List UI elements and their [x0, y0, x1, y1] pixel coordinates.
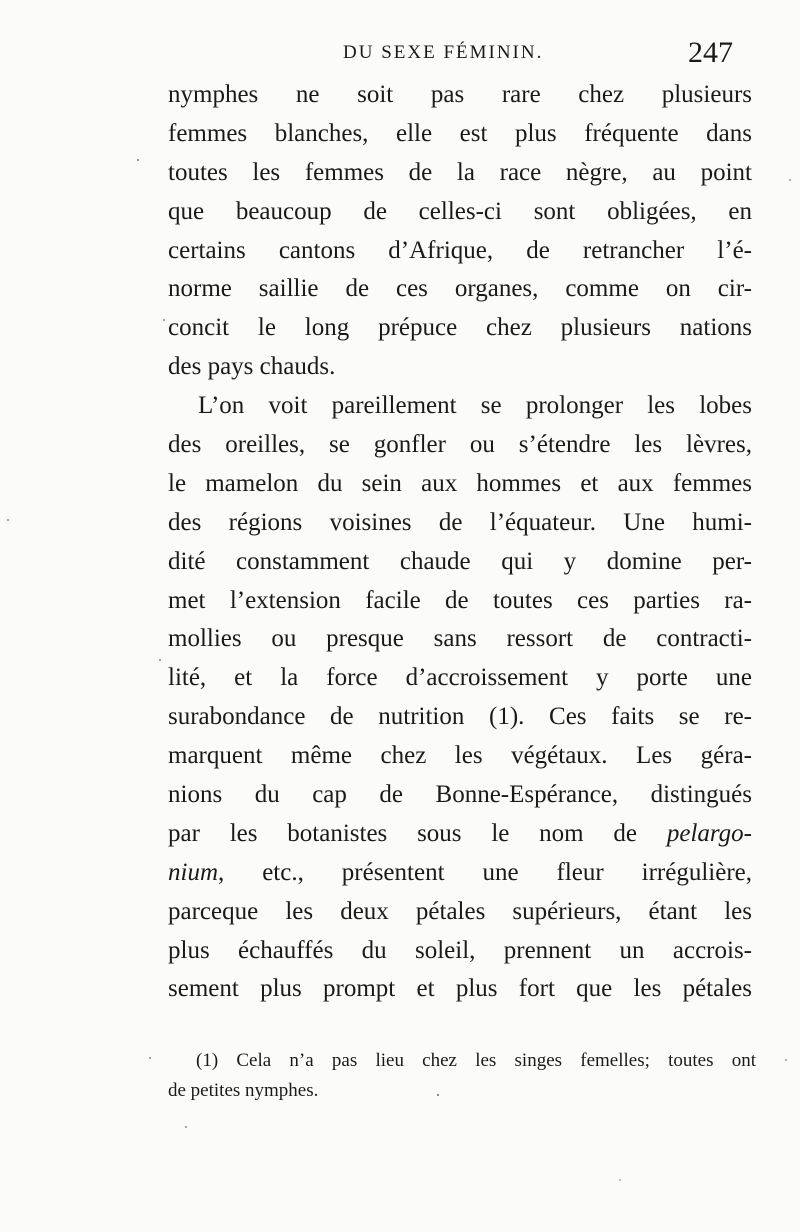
paper-speck: [789, 179, 791, 181]
text-line: surabondance de nutrition (1). Ces faits se re-: [168, 703, 752, 731]
text-segment: par les botanistes sous le nom de: [168, 819, 638, 847]
body-text: [168, 76, 752, 1009]
text-line: [168, 815, 752, 854]
text-line: certains cantons d’Afrique, de retrancher l’é-: [168, 236, 752, 264]
paper-speck: [149, 1057, 151, 1059]
text-line: nymphes ne soit pas rare chez plusieurs: [168, 81, 752, 108]
text-line: concit le long prépuce chez plusieurs nations: [168, 314, 752, 342]
paper-speck: [137, 159, 139, 161]
text-line: des oreilles, se gonfler ou s’étendre les lèvres,: [168, 431, 752, 459]
footnote: [168, 1046, 756, 1106]
text-segment: , etc., présentent une fleur irrégulière,: [218, 858, 752, 886]
text-line: des régions voisines de l’équateur. Une humi-: [168, 508, 752, 536]
footnote-line: (1) Cela n’a pas lieu chez les singes femelles; toutes ont: [196, 1050, 756, 1071]
text-line: toutes les femmes de la race nègre, au point: [168, 158, 752, 186]
text-line: femmes blanches, elle est plus fréquente dans: [168, 119, 752, 147]
paper-speck: [619, 1179, 621, 1181]
text-line: nions du cap de Bonne-Espérance, distingués: [168, 781, 752, 809]
paragraph-first-line: L’on voit pareillement se prolonger les lobes: [198, 392, 752, 420]
paper-speck: [159, 659, 161, 661]
italic-term: nium: [168, 858, 218, 886]
text-line: que beaucoup de celles-ci sont obligées, en: [168, 197, 752, 225]
text-line: parceque les deux pétales supérieurs, étant les: [168, 897, 752, 925]
text-line: dité constamment chaude qui y domine per-: [168, 547, 752, 575]
text-line: lité, et la force d’accroissement y porte une: [168, 664, 752, 692]
italic-term: pelargo-: [666, 819, 753, 847]
text-line: [168, 854, 752, 893]
text-line: marquent même chez les végétaux. Les géra-: [168, 742, 752, 770]
paper-speck: [785, 1059, 787, 1061]
text-line: norme saillie de ces organes, comme on cir-: [168, 275, 752, 303]
text-line: met l’extension facile de toutes ces parties ra-: [168, 586, 752, 614]
text-line: des pays chauds.: [168, 353, 336, 381]
paper-speck: [163, 319, 165, 321]
text-line: sement plus prompt et plus fort que les pétales: [168, 975, 752, 1003]
text-line: le mamelon du sein aux hommes et aux femmes: [168, 469, 752, 497]
paper-speck: [185, 1126, 187, 1128]
text-line: mollies ou presque sans ressort de contracti-: [168, 625, 752, 653]
text-line: plus échauffés du soleil, prennent un accrois-: [168, 936, 752, 964]
running-title: DU SEXE FÉMININ.: [343, 42, 544, 63]
page-number: 247: [688, 36, 733, 69]
paper-speck: [7, 519, 9, 521]
running-head: [0, 38, 800, 68]
footnote-line: de petites nymphes.: [168, 1080, 319, 1101]
